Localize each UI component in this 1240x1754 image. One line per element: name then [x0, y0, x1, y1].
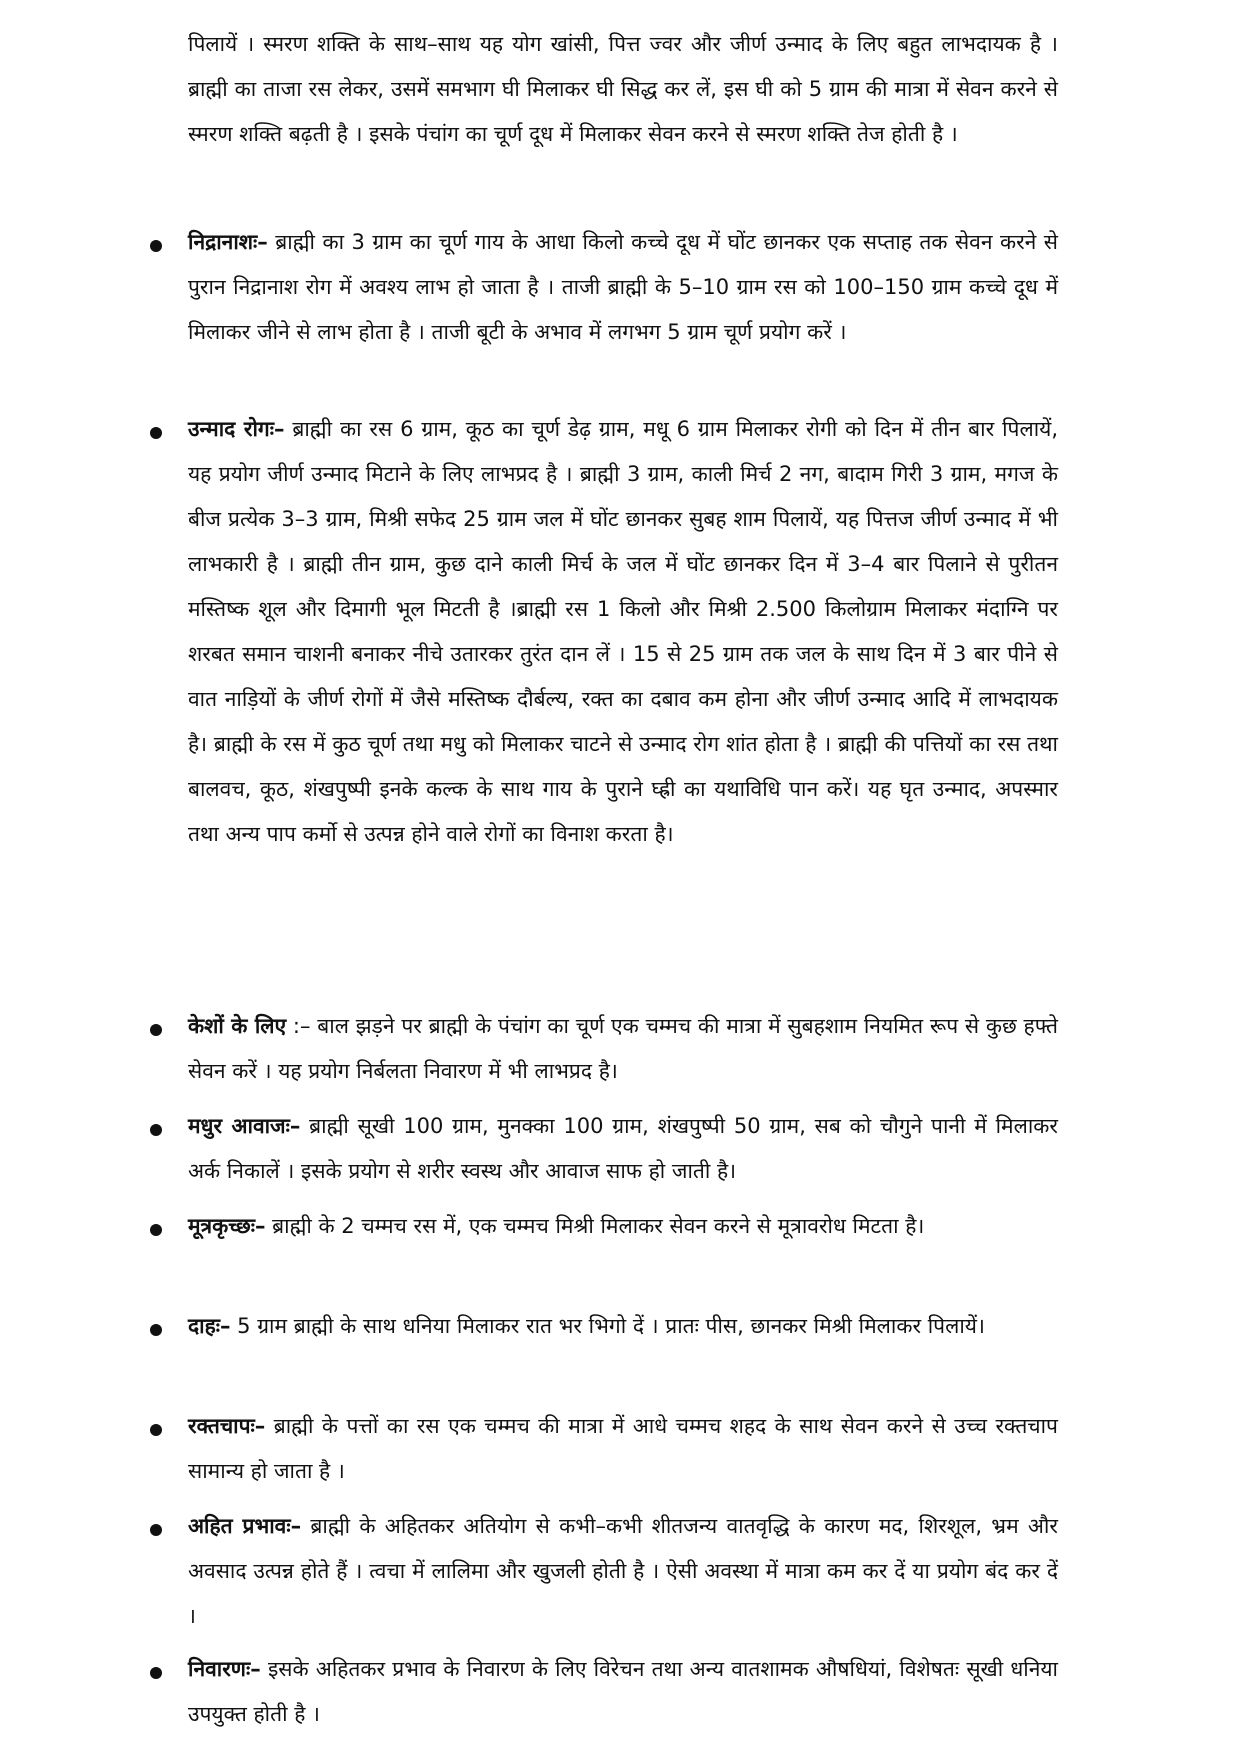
item-term: केशों के लिए [188, 1014, 287, 1038]
item-text: ब्राह्मी के 2 चम्मच रस में, एक चम्मच मिश्री मिलाकर सेवन करने से मूत्रावरोध मिटता है। [265, 1214, 925, 1238]
list-item-madhur-awaj [188, 1104, 1058, 1194]
item-text: :– बाल झड़ने पर ब्राह्मी के पंचांग का चूर्ण एक चम्मच की मात्रा में सुबहशाम नियमित रूप से कुछ हफ्ते सेवन करें । यह प्रयोग निर्बलता निवारण में भी लाभप्रद है। [188, 1014, 1058, 1083]
bullet-icon [150, 1124, 162, 1136]
intro-paragraph: पिलायें । स्मरण शक्ति के साथ–साथ यह योग खांसी, पित्त ज्वर और जीर्ण उन्माद के लिए बहुत लाभदायक है । ब्राह्मी का ताजा रस लेकर, उसमें समभाग घी मिलाकर घी सिद्ध कर लें, इस घी को 5 ग्राम की मात्रा में सेवन करने से स्मरण शक्ति बढ़ती है । इसके पंचांग का चूर्ण दूध में मिलाकर सेवन करने से स्मरण शक्ति तेज होती है । [188, 32, 1058, 146]
list-item-kesh [188, 1004, 1058, 1094]
item-term: मधुर आवाजः– [188, 1114, 301, 1138]
bullet-icon [150, 1524, 162, 1536]
item-term: निद्रानाशः– [188, 230, 268, 254]
list-item-raktchap [188, 1404, 1058, 1494]
item-text: ब्राह्मी का रस 6 ग्राम, कूठ का चूर्ण डेढ़ ग्राम, मधू 6 ग्राम मिलाकर रोगी को दिन में तीन बार पिलायें, यह प्रयोग जीर्ण उन्माद मिटाने के लिए लाभप्रद है । ब्राह्मी 3 ग्राम, काली मिर्च 2 नग, बादाम गिरी 3 ग्राम, मगज के बीज प्रत्येक 3–3 ग्राम, मिश्री सफेद 25 ग्राम जल में घोंट छानकर सुबह शाम पिलायें, यह पित्तज जीर्ण उन्माद में भी लाभकारी है । ब्राह्मी तीन ग्राम, कुछ दाने काली मिर्च के जल में घोंट छानकर दिन में 3–4 बार पिलाने से पुरीतन मस्तिष्क शूल और दिमागी भूल मिटती है ।ब्राह्मी रस 1 किलो और मिश्री 2.500 किलोग्राम मिलाकर मंदाग्नि पर शरबत समान चाशनी बनाकर नीचे उतारकर तुरंत दान लें । 15 से 25 ग्राम तक जल के साथ दिन में 3 बार पीने से वात नाड़ियों के जीर्ण रोगों में जैसे मस्तिष्क दौर्बल्य, रक्त का दबाव कम होना और जीर्ण उन्माद आदि में लाभदायक है। ब्राह्मी के रस में कुठ चूर्ण तथा मधु को मिलाकर चाटने से उन्माद रोग शांत होता है । ब्राह्मी की पत्तियों का रस तथा बालवच, कूठ, शंखपुष्पी इनके कल्क के साथ गाय के पुराने घ्ह्री का यथाविधि पान करें। यह घृत उन्माद, अपस्मार तथा अन्य पाप कर्मो से उत्पन्न होने वाले रोगों का विनाश करता है। [188, 417, 1058, 846]
list-item-nidranash [188, 220, 1058, 355]
bullet-icon [150, 240, 162, 252]
bullet-icon [150, 1024, 162, 1036]
list-item-nivaran [188, 1647, 1058, 1737]
bullet-icon [150, 1667, 162, 1679]
bullet-icon [150, 1424, 162, 1436]
item-term: मूत्रकृच्छः– [188, 1214, 266, 1238]
item-text: इसके अहितकर प्रभाव के निवारण के लिए विरेचन तथा अन्य वातशामक औषधियां, विशेषतः सूखी धनिया उपयुक्त होती है । [188, 1657, 1058, 1726]
list-item-unmad-rog [188, 407, 1058, 857]
item-term: रक्तचापः– [188, 1414, 266, 1438]
item-term: उन्माद रोगः– [188, 417, 285, 441]
bullet-icon [150, 1224, 162, 1236]
item-text: 5 ग्राम ब्राह्मी के साथ धनिया मिलाकर रात भर भिगो दें । प्रातः पीस, छानकर मिश्री मिलाकर पिलायें। [230, 1314, 985, 1338]
list-item-daah [188, 1304, 1058, 1349]
list-item-ahit-prabhav [188, 1504, 1058, 1639]
item-term: दाहः– [188, 1314, 231, 1338]
bullet-icon [150, 427, 162, 439]
item-text: ब्राह्मी का 3 ग्राम का चूर्ण गाय के आधा किलो कच्चे दूध में घोंट छानकर एक सप्ताह तक सेवन करने से पुरान निद्रानाश रोग में अवश्य लाभ हो जाता है । ताजी ब्राह्मी के 5–10 ग्राम रस को 100–150 ग्राम कच्चे दूध में मिलाकर जीने से लाभ होता है । ताजी बूटी के अभाव में लगभग 5 ग्राम चूर्ण प्रयोग करें । [188, 230, 1058, 344]
item-text: ब्राह्मी सूखी 100 ग्राम, मुनक्का 100 ग्राम, शंखपुष्पी 50 ग्राम, सब को चौगुने पानी में मिलाकर अर्क निकालें । इसके प्रयोग से शरीर स्वस्थ और आवाज साफ हो जाती है। [188, 1114, 1058, 1183]
item-text: ब्राह्मी के पत्तों का रस एक चम्मच की मात्रा में आधे चम्मच शहद के साथ सेवन करने से उच्च रक्तचाप सामान्य हो जाता है । [188, 1414, 1058, 1483]
bullet-icon [150, 1324, 162, 1336]
item-term: अहित प्रभावः– [188, 1514, 302, 1538]
item-term: निवारणः– [188, 1657, 261, 1681]
list-item-mutrakrichh [188, 1204, 1058, 1249]
item-text: ब्राह्मी के अहितकर अतियोग से कभी–कभी शीतजन्य वातवृद्धि के कारण मद, शिरशूल, भ्रम और अवसाद उत्पन्न होते हैं । त्वचा में लालिमा और खुजली होती है । ऐसी अवस्था में मात्रा कम कर दें या प्रयोग बंद कर दें । [188, 1514, 1058, 1628]
